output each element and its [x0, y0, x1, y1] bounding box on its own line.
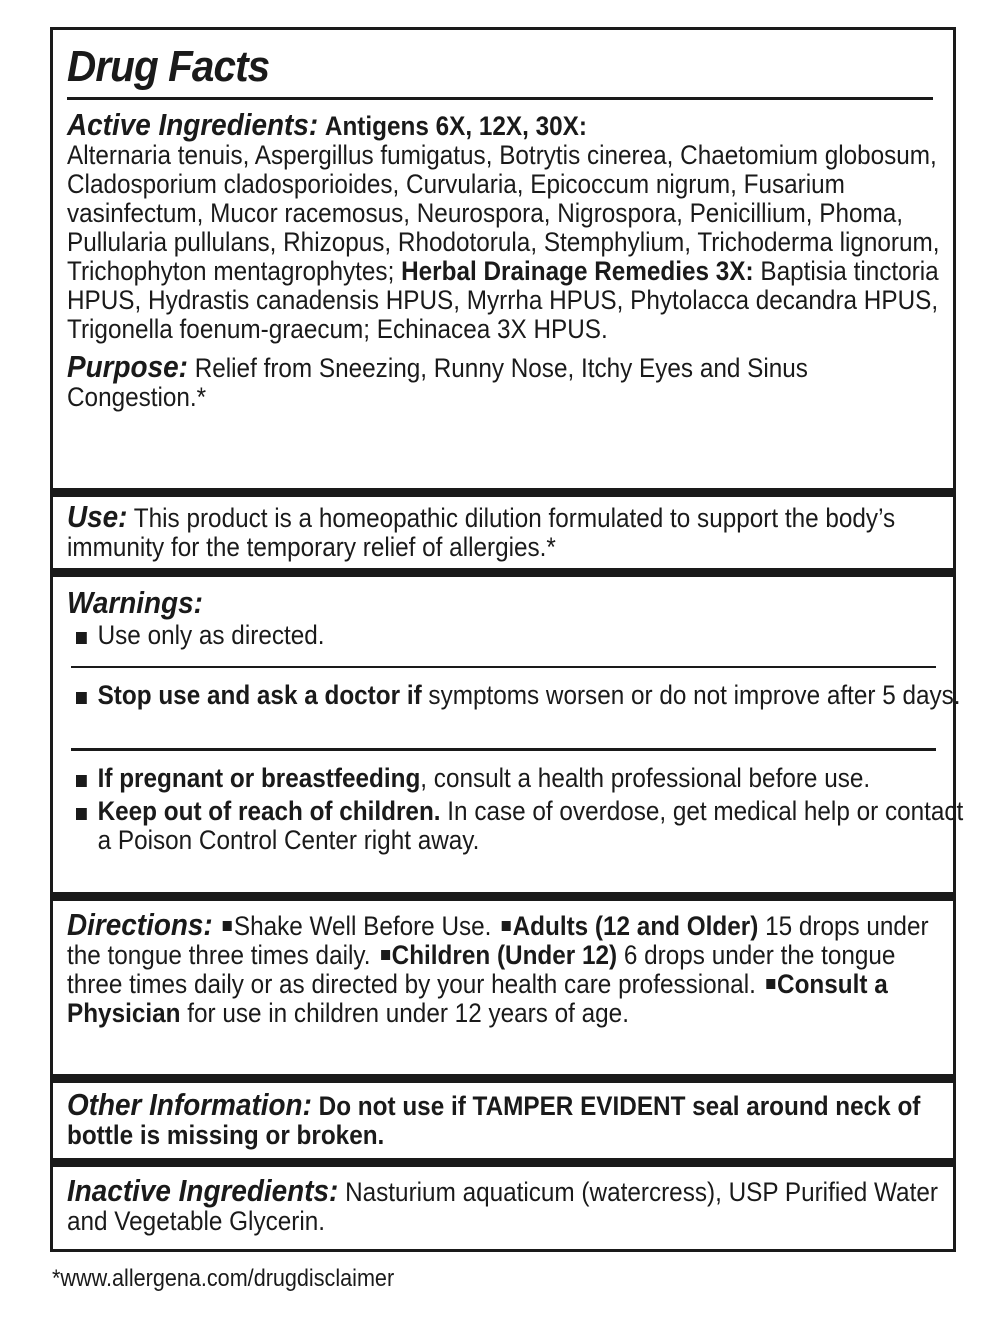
directions-adults-label: Adults (12 and Older): [512, 911, 759, 941]
warning-item-bold: Keep out of reach of children.: [97, 796, 441, 826]
warning-item-text: , consult a health professional before use.: [420, 763, 871, 793]
other-information-body: Do not use if TAMPER EVIDENT seal around neck of bottle is missing or broken.: [67, 1091, 921, 1150]
drug-facts-panel: [50, 27, 964, 1252]
directions-heading: Directions:: [67, 907, 213, 942]
inactive-ingredients-heading: Inactive Ingredients:: [67, 1173, 339, 1208]
bullet-square-icon: [76, 808, 87, 820]
purpose-text: [67, 349, 949, 412]
warning-item-text: In case of overdose, get medical help or contact a Poison Control Center right away.: [97, 796, 964, 855]
title-rule: [67, 97, 933, 100]
section-divider: [53, 488, 953, 497]
warning-item-bold: If pregnant or breastfeeding: [97, 763, 421, 793]
directions-adults-text: 15 drops under the tongue three times daily.: [67, 911, 929, 970]
bullet-square-icon: [502, 921, 511, 931]
warning-divider: [71, 666, 936, 668]
directions-consult-text: for use in children under 12 years of age.: [187, 998, 629, 1028]
use-text: [67, 499, 949, 562]
section-divider: [53, 568, 953, 577]
bullet-square-icon: [76, 692, 87, 704]
purpose-heading: Purpose:: [67, 349, 188, 384]
other-information-section: [53, 1087, 953, 1150]
use-heading: Use:: [67, 499, 128, 534]
warning-item-text: symptoms worsen or do not improve after 5 days.: [428, 680, 961, 710]
warnings-section-3: [53, 763, 964, 855]
purpose-body: Relief from Sneezing, Runny Nose, Itchy Eyes and Sinus Congestion.*: [67, 353, 808, 412]
inactive-ingredients-text: [67, 1173, 949, 1236]
directions-section: [53, 907, 953, 1028]
directions-consult-label: Consult a Physician: [67, 969, 888, 1028]
section-divider: [53, 1158, 953, 1167]
inactive-ingredients-body: Nasturium aquaticum (watercress), USP Purified Water and Vegetable Glycerin.: [67, 1177, 938, 1236]
directions-shake: Shake Well Before Use.: [233, 911, 492, 941]
active-ingredients-section: [53, 107, 953, 412]
bullet-square-icon: [76, 775, 87, 787]
bullet-square-icon: [766, 979, 775, 989]
use-section: [53, 499, 953, 562]
directions-children-text: 6 drops under the tongue three times daily or as directed by your health care professional.: [67, 940, 896, 999]
warning-item: [67, 621, 980, 650]
herbal-list: Baptisia tinctoria HPUS, Hydrastis canadensis HPUS, Myrrha HPUS, Phytolacca decandra HPUS, Trigonella foenum-graecum; Echinacea 3X HPUS.: [67, 256, 939, 344]
section-divider: [53, 1074, 953, 1083]
warnings-section: [53, 585, 953, 650]
directions-text: [67, 907, 949, 1028]
section-divider: [53, 892, 953, 901]
warning-item: [67, 797, 980, 855]
warning-item-bold: Stop use and ask a doctor if: [97, 680, 422, 710]
use-body: This product is a homeopathic dilution formulated to support the body’s immunity for the temporary relief of allergies.*: [67, 503, 896, 562]
directions-children-label: Children (Under 12): [391, 940, 618, 970]
warnings-heading-row: [67, 585, 949, 620]
warnings-section-2: [53, 680, 961, 710]
other-information-text: [67, 1087, 949, 1150]
bullet-square-icon: [76, 632, 87, 644]
antigens-list: Alternaria tenuis, Aspergillus fumigatus, Botrytis cinerea, Chaetomium globosum, Cladosporium cladosporioides, Curvularia, Epicoccum nigrum, Fusarium vasinfectum, Mucor racemosus, Neurospora, Nigrospora, Penicillium, Phoma, Pullularia pullulans, Rhizopus, Rhodotorula, Stemphylium, Trichoderma lignorum, Trichophyton mentagrophytes;: [67, 140, 940, 286]
bullet-square-icon: [381, 950, 390, 960]
warning-item: [67, 681, 980, 710]
inactive-ingredients-section: [53, 1173, 953, 1236]
other-information-heading: Other Information:: [67, 1087, 312, 1122]
bullet-square-icon: [223, 921, 232, 931]
antigens-label: Antigens 6X, 12X, 30X:: [324, 111, 587, 141]
warning-divider: [71, 748, 936, 751]
active-ingredients-heading: Active Ingredients:: [67, 107, 319, 142]
warnings-heading: Warnings:: [67, 585, 203, 620]
warning-item-text: Use only as directed.: [97, 620, 325, 650]
footnote-disclaimer-link: *www.allergena.com/drugdisclaimer: [52, 1265, 395, 1292]
title-section: [53, 42, 953, 92]
drug-facts-title: Drug Facts: [67, 42, 270, 91]
active-ingredients-text: [67, 107, 949, 344]
herbal-label: Herbal Drainage Remedies 3X:: [401, 256, 754, 286]
warning-item: [67, 764, 980, 793]
